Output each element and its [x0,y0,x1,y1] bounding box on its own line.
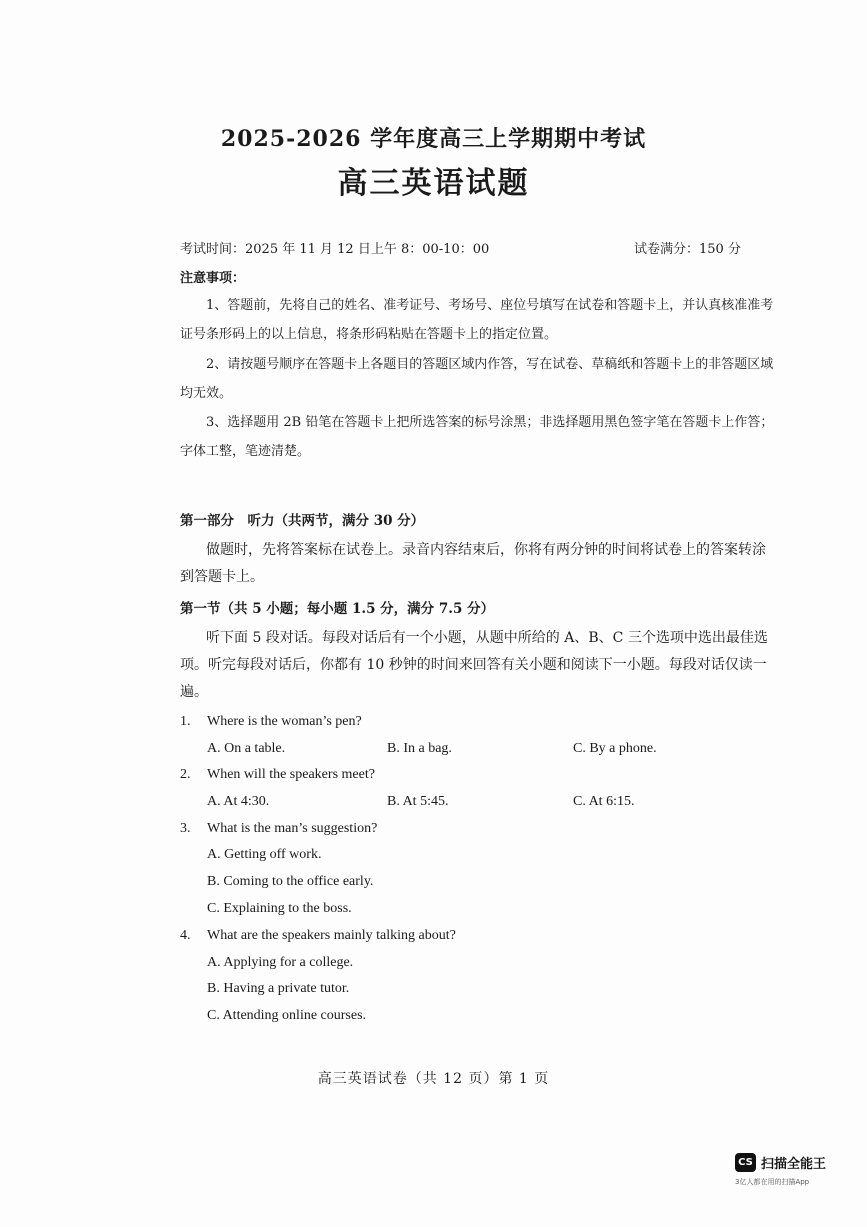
question-number: 1. [180,714,191,729]
option-c: C. Attending online courses. [207,1008,367,1023]
watermark-name: 扫描全能王 [761,1157,827,1172]
option-c: C. By a phone. [573,741,657,756]
exam-time: 考试时间：2025 年 11 月 12 日上午 8：00-10：00 [180,242,490,257]
question-1 [180,714,362,730]
question-text: What is the man’s suggestion? [207,821,378,836]
option-c: C. At 6:15. [573,794,635,809]
section1-heading: 第一节（共 5 小题；每小题 1.5 分，满分 7.5 分） [180,601,495,617]
option-a: A. Getting off work. [207,847,322,862]
question-2 [180,767,375,783]
question-text: When will the speakers meet? [207,767,375,782]
page-footer: 高三英语试卷（共 12 页）第 1 页 [317,1071,550,1087]
question-text: Where is the woman’s pen? [207,714,362,729]
section1-instructions: 听下面 5 段对话。每段对话后有一个小题，从题中所给的 A、B、C 三个选项中选出最佳选项。听完每段对话后，你都有 10 秒钟的时间来回答有关小题和阅读下一小题。每段对话仅读一遍。 [180,630,768,700]
question-3 [180,821,377,837]
full-score: 试卷满分：150 分 [634,242,741,257]
option-b: B. At 5:45. [387,794,449,809]
note-item: 3、选择题用 2B 铅笔在答题卡上把所选答案的标号涂黑；非选择题用黑色签字笔在答题卡上作答；字体工整，笔迹清楚。 [180,415,774,459]
exam-title: 2025-2026 学年度高三上学期期中考试 [220,126,647,152]
note-item: 1、答题前，先将自己的姓名、准考证号、考场号、座位号填写在试卷和答题卡上，并认真核准准考证号条形码上的以上信息，将条形码粘贴在答题卡上的指定位置。 [180,298,774,342]
option-a: A. Applying for a college. [207,955,354,970]
question-number: 3. [180,821,191,836]
camscanner-logo-icon: CS [735,1153,756,1172]
option-a: A. At 4:30. [207,794,270,809]
question-4 [180,928,456,944]
question-number: 4. [180,928,191,943]
option-c: C. Explaining to the boss. [207,901,352,916]
option-b: B. In a bag. [387,741,452,756]
option-b: B. Coming to the office early. [207,874,374,889]
option-b: B. Having a private tutor. [207,981,350,996]
part1-heading: 第一部分 听力（共两节，满分 30 分） [180,513,425,529]
question-text: What are the speakers mainly talking about? [207,928,456,943]
question-number: 2. [180,767,191,782]
option-a: A. On a table. [207,741,286,756]
subject-title: 高三英语试题 [337,166,530,201]
notes-title: 注意事项： [180,271,246,286]
part1-instructions: 做题时，先将答案标在试卷上。录音内容结束后，你将有两分钟的时间将试卷上的答案转涂到答题卡上。 [180,542,766,585]
watermark-tagline: 3亿人都在用的扫描App [735,1178,810,1186]
note-item: 2、请按题号顺序在答题卡上各题目的答题区域内作答，写在试卷、草稿纸和答题卡上的非答题区域均无效。 [180,357,774,401]
